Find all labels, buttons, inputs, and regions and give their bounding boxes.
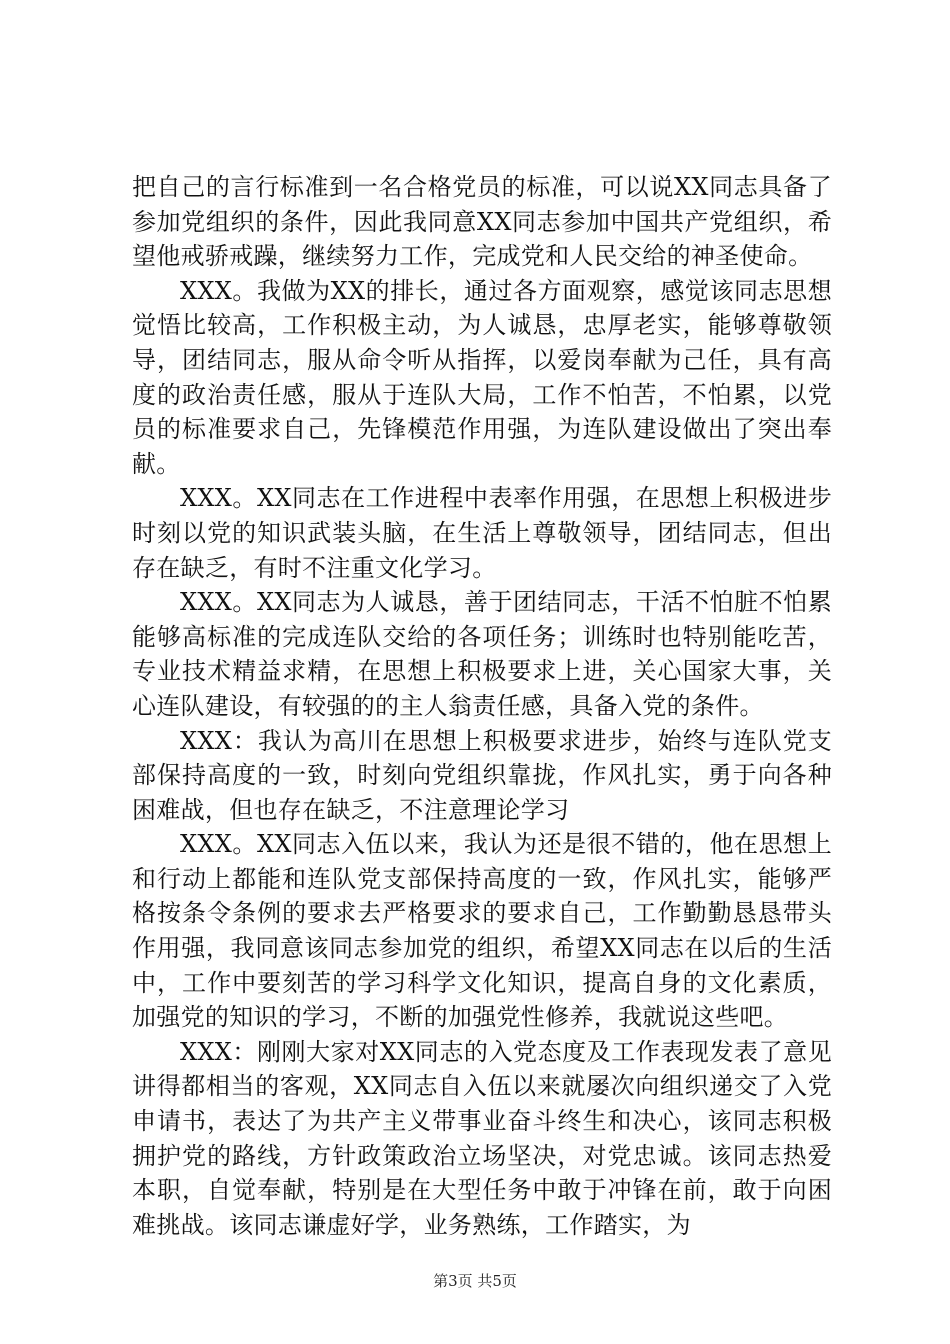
paragraph-6: XXX。XX同志入伍以来，我认为还是很不错的，他在思想上和行动上都能和连队党支部保持高度的一致，作风扎实，能够严格按条令条例的要求去严格要求的要求自己，工作勤勤恳恳带头作用强，我同意该同志参加党的组织，希望XX同志在以后的生活中，工作中要刻苦的学习科学文化知识，提高自身的文化素质，加强党的知识的学习，不断的加强党性修养，我就说这些吧。	[132, 830, 832, 1032]
document-body	[132, 170, 832, 1242]
paragraph-3: XXX。XX同志在工作进程中表率作用强，在思想上积极进步时刻以党的知识武装头脑，在生活上尊敬领导，团结同志，但出存在缺乏，有时不注重文化学习。	[132, 484, 832, 582]
paragraph-5: XXX：我认为高川在思想上积极要求进步，始终与连队党支部保持高度的一致，时刻向党组织靠拢，作风扎实，勇于向各种困难战，但也存在缺乏，不注意理论学习	[132, 726, 832, 824]
paragraph-2: XXX。我做为XX的排长，通过各方面观察，感觉该同志思想觉悟比较高，工作积极主动，为人诚恳，忠厚老实，能够尊敬领导，团结同志，服从命令听从指挥，以爱岗奉献为己任，具有高度的政治责任感，服从于连队大局，工作不怕苦，不怕累，以党员的标准要求自己，先锋模范作用强，为连队建设做出了突出奉献。	[132, 276, 832, 478]
page-number-footer: 第3页 共5页	[433, 1272, 517, 1290]
paragraph-7: XXX：刚刚大家对XX同志的入党态度及工作表现发表了意见讲得都相当的客观，XX同志自入伍以来就屡次向组织递交了入党申请书，表达了为共产主义带事业奋斗终生和决心，该同志积极拥护党的路线，方针政策政治立场坚决，对党忠诚。该同志热爱本职，自觉奉献，特别是在大型任务中敢于冲锋在前，敢于向困难挑战。该同志谦虚好学，业务熟练，工作踏实，为	[132, 1037, 832, 1239]
paragraph-4: XXX。XX同志为人诚恳，善于团结同志，干活不怕脏不怕累能够高标准的完成连队交给的各项任务；训练时也特别能吃苦，专业技术精益求精，在思想上积极要求上进，关心国家大事，关心连队建设，有较强的的主人翁责任感，具备入党的条件。	[132, 588, 832, 720]
paragraph-1: 把自己的言行标准到一名合格党员的标准，可以说XX同志具备了参加党组织的条件，因此我同意XX同志参加中国共产党组织，希望他戒骄戒躁，继续努力工作，完成党和人民交给的神圣使命。	[132, 173, 832, 271]
